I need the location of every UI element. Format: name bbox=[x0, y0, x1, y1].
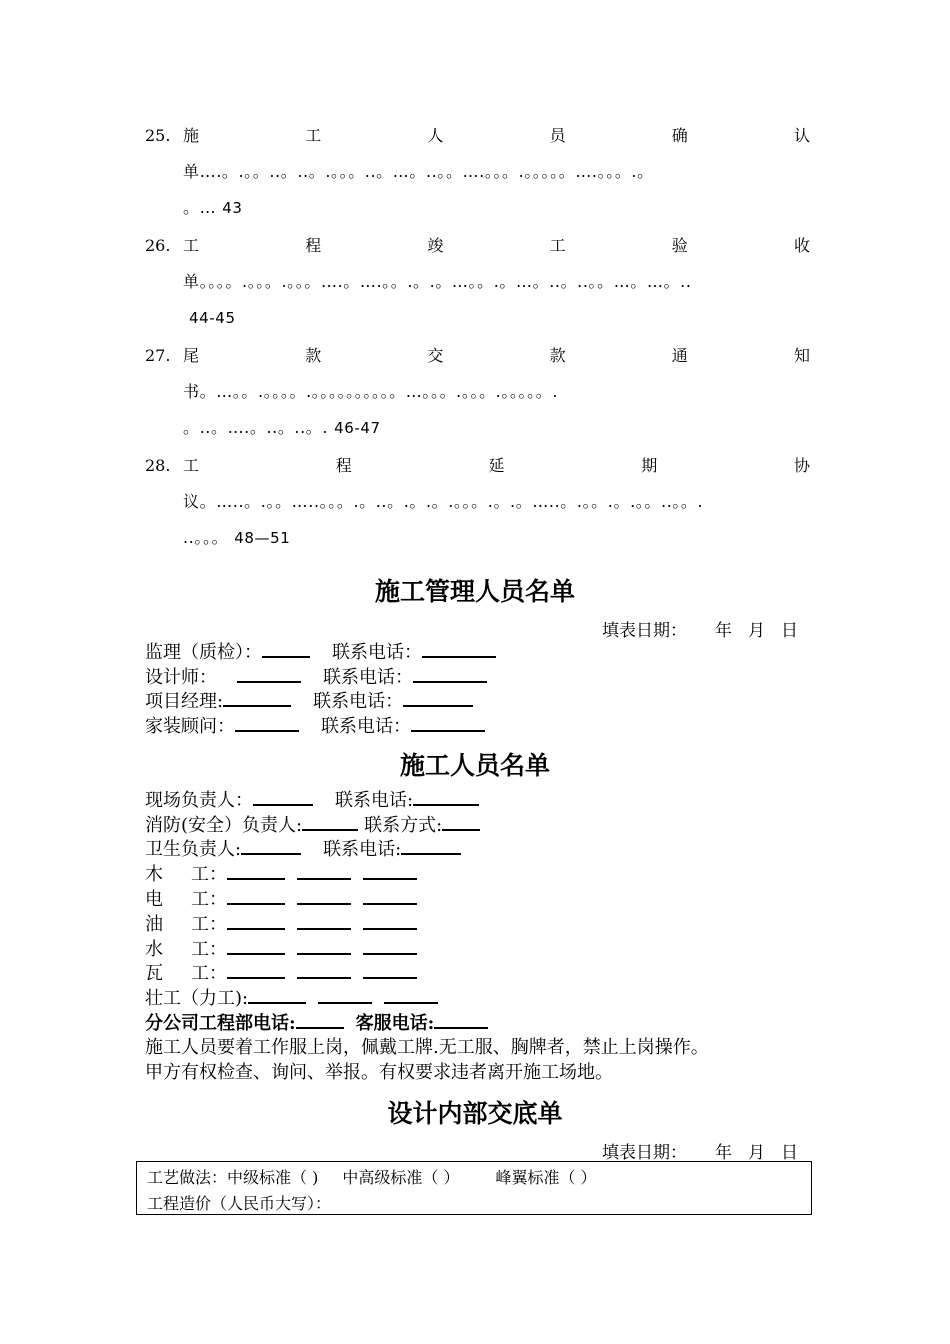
blank-field[interactable] bbox=[318, 986, 372, 1004]
row-electrician: 电 工： bbox=[145, 887, 417, 912]
fill-date: 填表日期： 年 月 日 bbox=[602, 621, 798, 641]
blank-field[interactable] bbox=[253, 788, 313, 806]
row-plumber: 水 工： bbox=[145, 937, 417, 962]
toc-leader: 单。。。。.。。。.。。。….。….。。.。.。…。。.。…。..。..。。…。…。.. bbox=[183, 272, 692, 291]
blank-field[interactable] bbox=[411, 714, 485, 732]
blank-field[interactable] bbox=[297, 862, 351, 880]
toc-title: 施 工 人 员 确 认 bbox=[183, 126, 810, 145]
blank-field[interactable] bbox=[297, 912, 351, 930]
row-site-lead: 现场负责人： 联系电话: bbox=[145, 788, 479, 813]
blank-field[interactable] bbox=[403, 689, 473, 707]
blank-field[interactable] bbox=[297, 937, 351, 955]
toc-page: 46-47 bbox=[334, 419, 381, 437]
price-row: 工程造价（人民币大写）： bbox=[147, 1194, 332, 1213]
toc-page: 48—51 bbox=[234, 529, 291, 547]
blank-field[interactable] bbox=[227, 862, 285, 880]
blank-field[interactable] bbox=[422, 640, 496, 658]
blank-field[interactable] bbox=[363, 912, 417, 930]
toc-leader: 。..。….。..。..。. 46-47 bbox=[183, 418, 381, 437]
blank-field[interactable] bbox=[413, 788, 479, 806]
section-title-design: 设计内部交底单 bbox=[387, 1099, 563, 1128]
blank-field[interactable] bbox=[227, 961, 285, 979]
row-sanitation: 卫生负责人: 联系电话: bbox=[145, 837, 461, 862]
toc-leader: 议。…..。.。。…..。。。.。..。.。.。.。。。.。.。…..。.。。.。.。。..。。. bbox=[183, 492, 704, 511]
blank-field[interactable] bbox=[442, 813, 480, 831]
note-line-1: 施工人员要着工作服上岗，佩戴工牌.无工服、胸牌者，禁止上岗操作。 bbox=[145, 1037, 709, 1058]
toc-leader: ..。。。 48—51 bbox=[183, 528, 291, 547]
toc-leader: 。… 43 bbox=[183, 198, 243, 217]
blank-field[interactable] bbox=[235, 714, 299, 732]
blank-field[interactable] bbox=[363, 862, 417, 880]
row-pm: 项目经理: 联系电话： bbox=[145, 689, 473, 714]
blank-field[interactable] bbox=[413, 665, 487, 683]
blank-field[interactable] bbox=[227, 887, 285, 905]
blank-field[interactable] bbox=[401, 837, 461, 855]
fill-date: 填表日期： 年 月 日 bbox=[602, 1143, 798, 1163]
toc-title: 尾 款 交 款 通 知 bbox=[183, 346, 810, 365]
toc-page: 44-45 bbox=[189, 309, 236, 327]
row-tiler: 瓦 工： bbox=[145, 961, 417, 986]
toc-leader: 单….。.。。..。..。.。。。..。…。..。。….。。。.。。。。。….。。。.。 bbox=[183, 162, 654, 181]
blank-field[interactable] bbox=[227, 937, 285, 955]
blank-field[interactable] bbox=[241, 837, 301, 855]
row-laborer: 壮工（力工): bbox=[145, 986, 438, 1011]
note-line-2: 甲方有权检查、询问、举报。有权要求违者离开施工场地。 bbox=[145, 1062, 613, 1083]
section-title-management: 施工管理人员名单 bbox=[374, 577, 575, 606]
blank-field[interactable] bbox=[384, 986, 438, 1004]
blank-field[interactable] bbox=[227, 912, 285, 930]
toc-number: 26. bbox=[145, 236, 171, 255]
option-premium[interactable]: 峰翼标准（ ） bbox=[495, 1168, 597, 1187]
blank-field[interactable] bbox=[223, 689, 291, 707]
blank-field[interactable] bbox=[302, 813, 358, 831]
toc-title: 工 程 延 期 协 bbox=[183, 456, 810, 475]
toc-leader: 书。…。。.。。。。.。。。。。。。。。。…。。。.。。。.。。。。。. bbox=[183, 382, 559, 401]
option-standard[interactable]: 中级标准（ ) bbox=[227, 1168, 319, 1187]
blank-field[interactable] bbox=[363, 937, 417, 955]
toc-page: 43 bbox=[222, 199, 243, 217]
toc-entry[interactable] bbox=[145, 338, 810, 448]
craft-row: 工艺做法：中级标准（ ) 中高级标准（ ） 峰翼标准（ ） bbox=[147, 1168, 597, 1187]
blank-field[interactable] bbox=[248, 986, 306, 1004]
row-consultant: 家装顾问： 联系电话： bbox=[145, 714, 485, 739]
toc-title: 工 程 竣 工 验 收 bbox=[183, 236, 810, 255]
toc-number: 28. bbox=[145, 456, 171, 475]
blank-field[interactable] bbox=[262, 640, 310, 658]
row-designer: 设计师： 联系电话： bbox=[145, 665, 487, 690]
row-fire-safety: 消防(安全）负责人: 联系方式: bbox=[145, 813, 480, 838]
toc-entry[interactable] bbox=[145, 118, 810, 228]
design-table bbox=[136, 1161, 812, 1215]
blank-field[interactable] bbox=[297, 961, 351, 979]
row-painter: 油 工： bbox=[145, 912, 417, 937]
blank-field[interactable] bbox=[237, 665, 301, 683]
blank-field[interactable] bbox=[363, 887, 417, 905]
option-mid-high[interactable]: 中高级标准（ ） bbox=[342, 1168, 460, 1187]
blank-field[interactable] bbox=[363, 961, 417, 979]
toc-number: 25. bbox=[145, 126, 171, 145]
row-phones: 分公司工程部电话: 客服电话: bbox=[145, 1011, 488, 1036]
toc-leader bbox=[183, 300, 810, 336]
section-title-workers: 施工人员名单 bbox=[399, 751, 550, 780]
toc-entry[interactable] bbox=[145, 448, 810, 558]
blank-field[interactable] bbox=[296, 1011, 344, 1029]
row-supervisor: 监理（质检）： 联系电话： bbox=[145, 640, 496, 665]
toc-list bbox=[145, 118, 810, 558]
blank-field[interactable] bbox=[297, 887, 351, 905]
toc-entry[interactable] bbox=[145, 228, 810, 338]
toc-number: 27. bbox=[145, 346, 171, 365]
blank-field[interactable] bbox=[434, 1011, 488, 1029]
row-carpenter: 木 工： bbox=[145, 862, 417, 887]
